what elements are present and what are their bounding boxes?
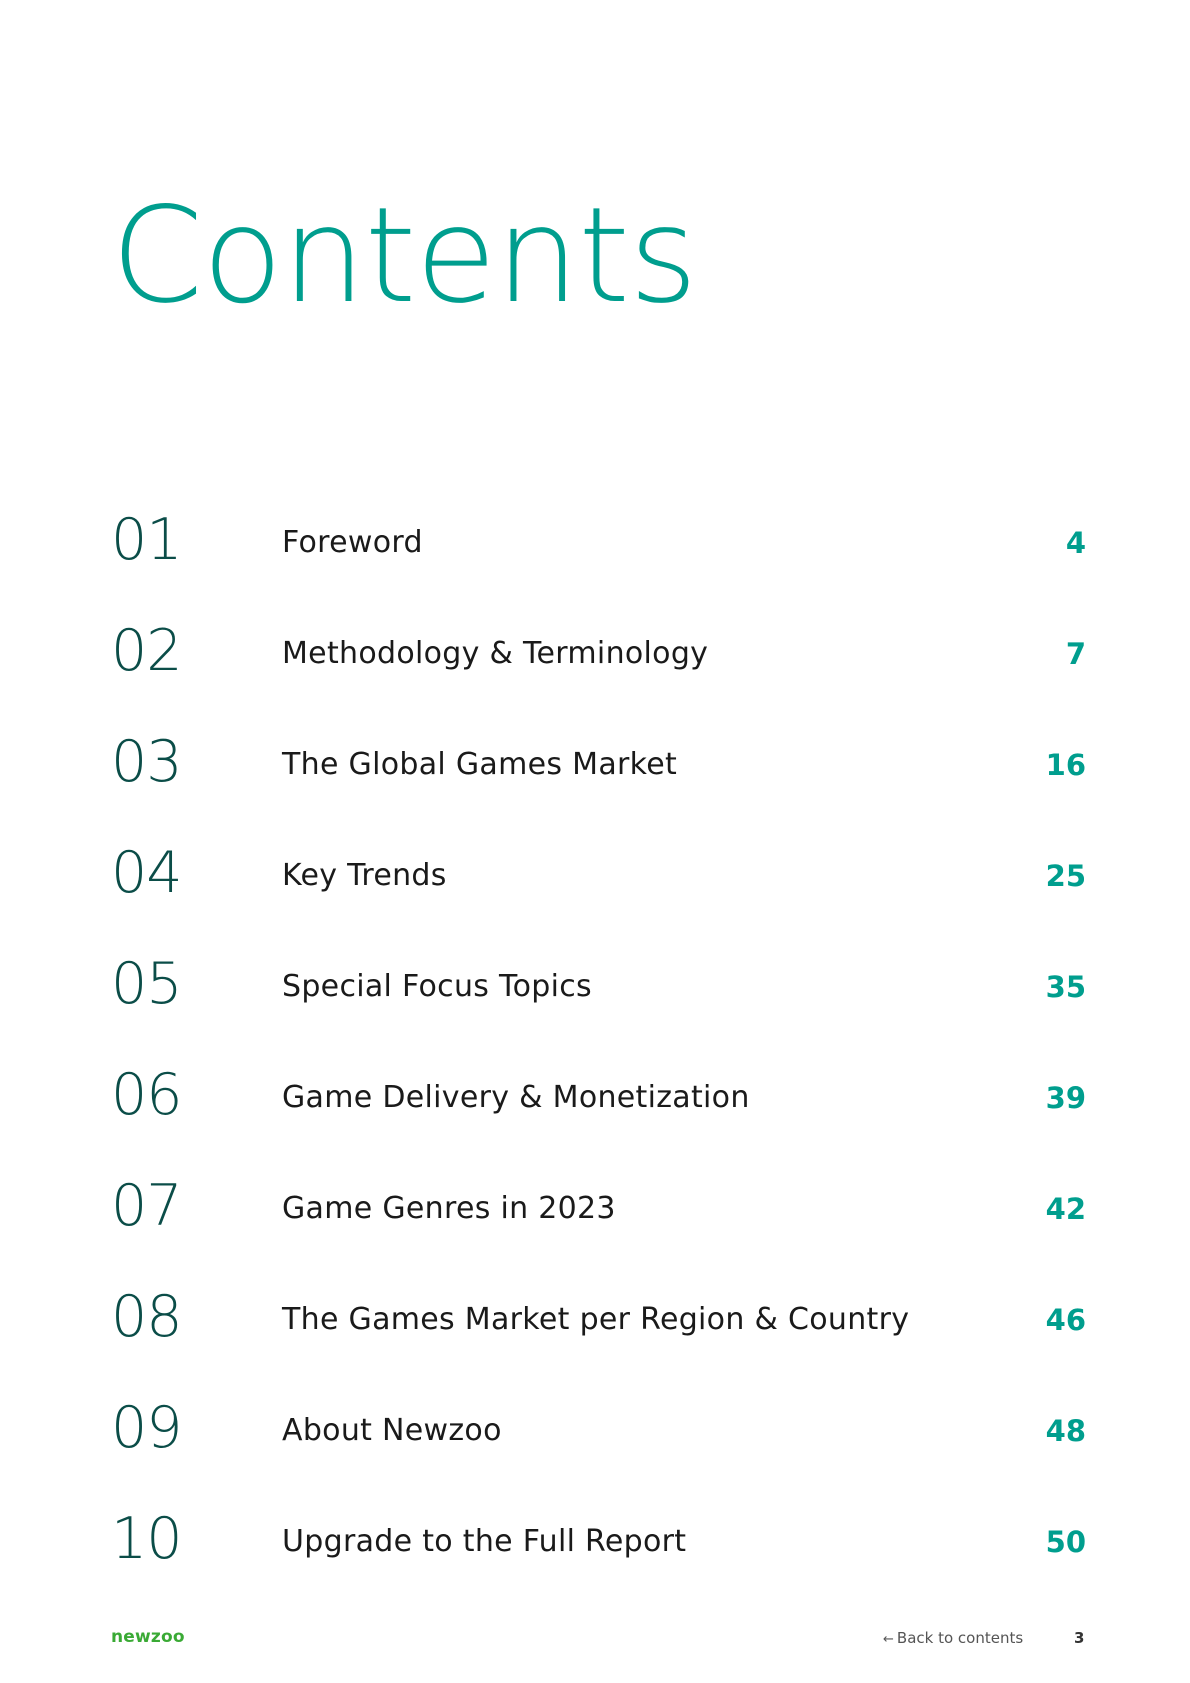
toc-item-page: 4 xyxy=(1065,526,1086,560)
toc-item-game-genres[interactable] xyxy=(0,1172,1190,1283)
toc-item-title: The Global Games Market xyxy=(282,747,678,782)
back-to-contents-link[interactable] xyxy=(883,1629,1023,1649)
toc-item-region-country[interactable] xyxy=(0,1283,1190,1394)
toc-item-page: 42 xyxy=(1045,1192,1086,1226)
toc-item-page: 46 xyxy=(1045,1303,1086,1337)
toc-item-title: Key Trends xyxy=(282,858,447,893)
toc-item-title: About Newzoo xyxy=(282,1413,502,1448)
toc-item-global-games-market[interactable] xyxy=(0,728,1190,839)
toc-item-title: Upgrade to the Full Report xyxy=(282,1524,687,1559)
toc-item-foreword[interactable] xyxy=(0,506,1190,617)
toc-item-page: 7 xyxy=(1065,637,1086,671)
arrow-left-icon: ← xyxy=(883,1632,894,1647)
toc-item-page: 48 xyxy=(1045,1414,1086,1448)
newzoo-logo: newzoo xyxy=(111,1627,185,1647)
toc-item-title: Methodology & Terminology xyxy=(282,636,709,671)
toc-item-number: 09 xyxy=(111,1395,182,1461)
toc-item-page: 39 xyxy=(1045,1081,1086,1115)
toc-item-upgrade[interactable] xyxy=(0,1505,1190,1616)
toc-item-about-newzoo[interactable] xyxy=(0,1394,1190,1505)
toc-item-number: 05 xyxy=(111,951,182,1017)
toc-item-number: 01 xyxy=(111,507,182,573)
toc-item-special-focus-topics[interactable] xyxy=(0,950,1190,1061)
toc-item-number: 04 xyxy=(111,840,182,906)
toc-item-page: 35 xyxy=(1045,970,1086,1004)
toc-item-number: 02 xyxy=(111,618,182,684)
toc-item-page: 25 xyxy=(1045,859,1086,893)
toc-item-title: The Games Market per Region & Country xyxy=(282,1302,910,1337)
toc-item-title: Game Delivery & Monetization xyxy=(282,1080,750,1115)
table-of-contents xyxy=(0,506,1190,1616)
toc-item-number: 06 xyxy=(111,1062,182,1128)
toc-item-title: Foreword xyxy=(282,525,423,560)
toc-item-game-delivery[interactable] xyxy=(0,1061,1190,1172)
toc-item-page: 50 xyxy=(1045,1525,1086,1559)
page-title: Contents xyxy=(111,179,697,333)
toc-item-number: 07 xyxy=(111,1173,182,1239)
page-number: 3 xyxy=(1074,1629,1085,1647)
toc-item-page: 16 xyxy=(1045,748,1086,782)
toc-item-number: 10 xyxy=(111,1506,182,1572)
toc-item-title: Special Focus Topics xyxy=(282,969,592,1004)
toc-item-number: 03 xyxy=(111,729,182,795)
toc-item-title: Game Genres in 2023 xyxy=(282,1191,616,1226)
toc-item-key-trends[interactable] xyxy=(0,839,1190,950)
toc-item-number: 08 xyxy=(111,1284,182,1350)
back-to-contents-label: Back to contents xyxy=(896,1629,1024,1647)
toc-item-methodology[interactable] xyxy=(0,617,1190,728)
